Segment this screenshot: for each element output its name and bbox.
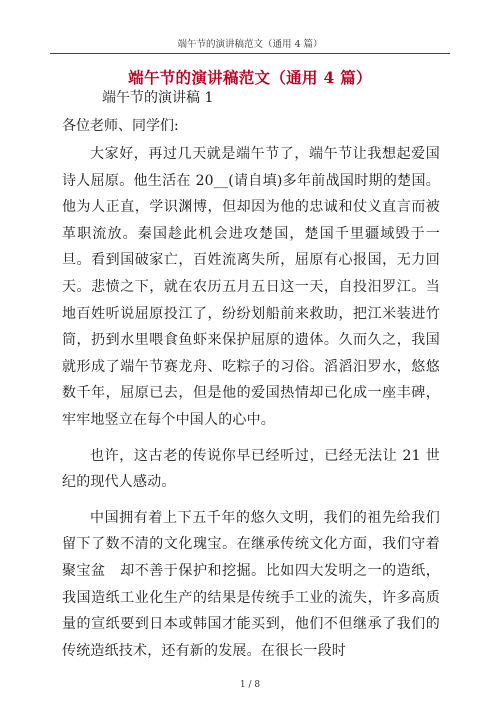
paragraph-2: 也许，这古老的传说你早已经听过，已经无法让 21 世纪的现代人感动。: [62, 447, 440, 491]
header-divider: [50, 53, 450, 54]
document-body: [62, 85, 455, 673]
running-header: 端午节的演讲稿范文（通用 4 篇）: [177, 39, 323, 50]
document-title: 端午节的演讲稿范文（通用 4 篇）: [128, 68, 372, 87]
speech-subtitle: 端午节的演讲稿 1: [102, 90, 214, 106]
paragraph-3: 中国拥有着上下五千年的悠久文明，我们的祖先给我们留下了数不清的文化瑰宝。在继承传统文化方面，我们守着 聚宝盆 却不善于保护和挖掘。比如四大发明之一的造纸，我国造纸工业化生产的结果是传统手工业的流失，许多高质量的宣纸要到日本或韩国才能买到，他们不但继承了我们的传统造纸技术，还有新的发展。在很长一段时: [62, 509, 455, 659]
page-number: 1 / 8: [239, 680, 261, 690]
paragraph-1: 大家好，再过几天就是端午节了，端午节让我想起爱国诗人屈原。他生活在 20__(请自填)多年前战国时期的楚国。他为人正直，学识渊博，但却因为他的忠诚和仗义直言而被革职流放。秦国趁此机会进攻楚国，楚国千里疆域毁于一旦。看到国破家亡，百姓流离失所，屈原有心报国，无力回天。悲愤之下，就在农历五月五日这一天，自投汨罗江。当地百姓听说屈原投江了，纷纷划船前来救助，把江米装进竹筒，扔到水里喂食鱼虾来保护屈原的遗体。久而久之，我国就形成了端午节赛龙舟、吃粽子的习俗。滔滔汨罗水，悠悠数千年，屈原已去，但是他的爱国热情却已化成一座丰碑，牢牢地竖立在每个中国人的心中。: [62, 146, 440, 428]
greeting: 各位老师、同学们:: [62, 118, 179, 134]
